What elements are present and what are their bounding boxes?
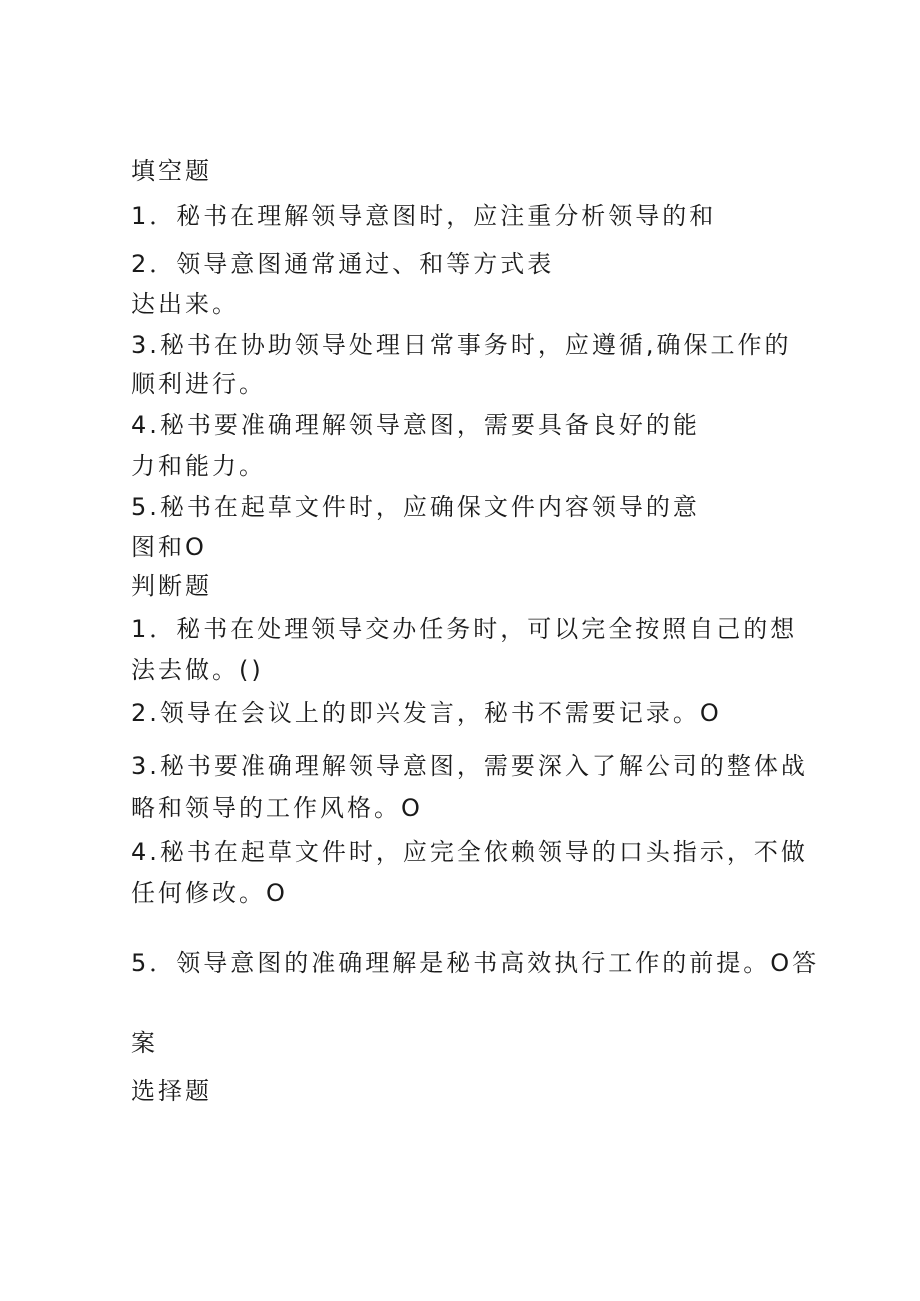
fill-blank-question-3-cont: 顺利进行。: [131, 370, 266, 398]
true-false-question-4: 4.秘书在起草文件时，应完全依赖领导的口头指示，不做: [131, 838, 808, 866]
fill-blank-question-4: 4.秘书要准确理解领导意图，需要具备良好的能: [131, 411, 700, 439]
true-false-question-1-cont: 法去做。(): [131, 656, 264, 684]
section-heading-true-false: 判断题: [131, 572, 212, 600]
true-false-question-2: 2.领导在会议上的即兴发言，秘书不需要记录。O: [131, 699, 722, 727]
fill-blank-question-3: 3.秘书在协助领导处理日常事务时，应遵循,确保工作的: [131, 331, 792, 359]
section-heading-choice: 选择题: [131, 1077, 212, 1105]
fill-blank-question-4-cont: 力和能力。: [131, 452, 266, 480]
section-heading-fill-blank: 填空题: [131, 157, 212, 185]
true-false-question-3: 3.秘书要准确理解领导意图，需要深入了解公司的整体战: [131, 752, 808, 780]
fill-blank-question-2-cont: 达出来。: [131, 290, 239, 318]
fill-blank-question-5-cont: 图和O: [131, 533, 207, 561]
fill-blank-question-1: 1．秘书在理解领导意图时，应注重分析领导的和: [131, 202, 717, 230]
true-false-question-4-cont: 任何修改。O: [131, 879, 288, 907]
true-false-question-5-cont: 案: [131, 1029, 158, 1057]
true-false-question-1: 1．秘书在处理领导交办任务时，可以完全按照自己的想: [131, 615, 798, 643]
true-false-question-3-cont: 略和领导的工作风格。O: [131, 794, 423, 822]
fill-blank-question-5: 5.秘书在起草文件时，应确保文件内容领导的意: [131, 493, 700, 521]
fill-blank-question-2: 2．领导意图通常通过、和等方式表: [131, 250, 555, 278]
true-false-question-5: 5．领导意图的准确理解是秘书高效执行工作的前提。O答: [131, 949, 820, 977]
